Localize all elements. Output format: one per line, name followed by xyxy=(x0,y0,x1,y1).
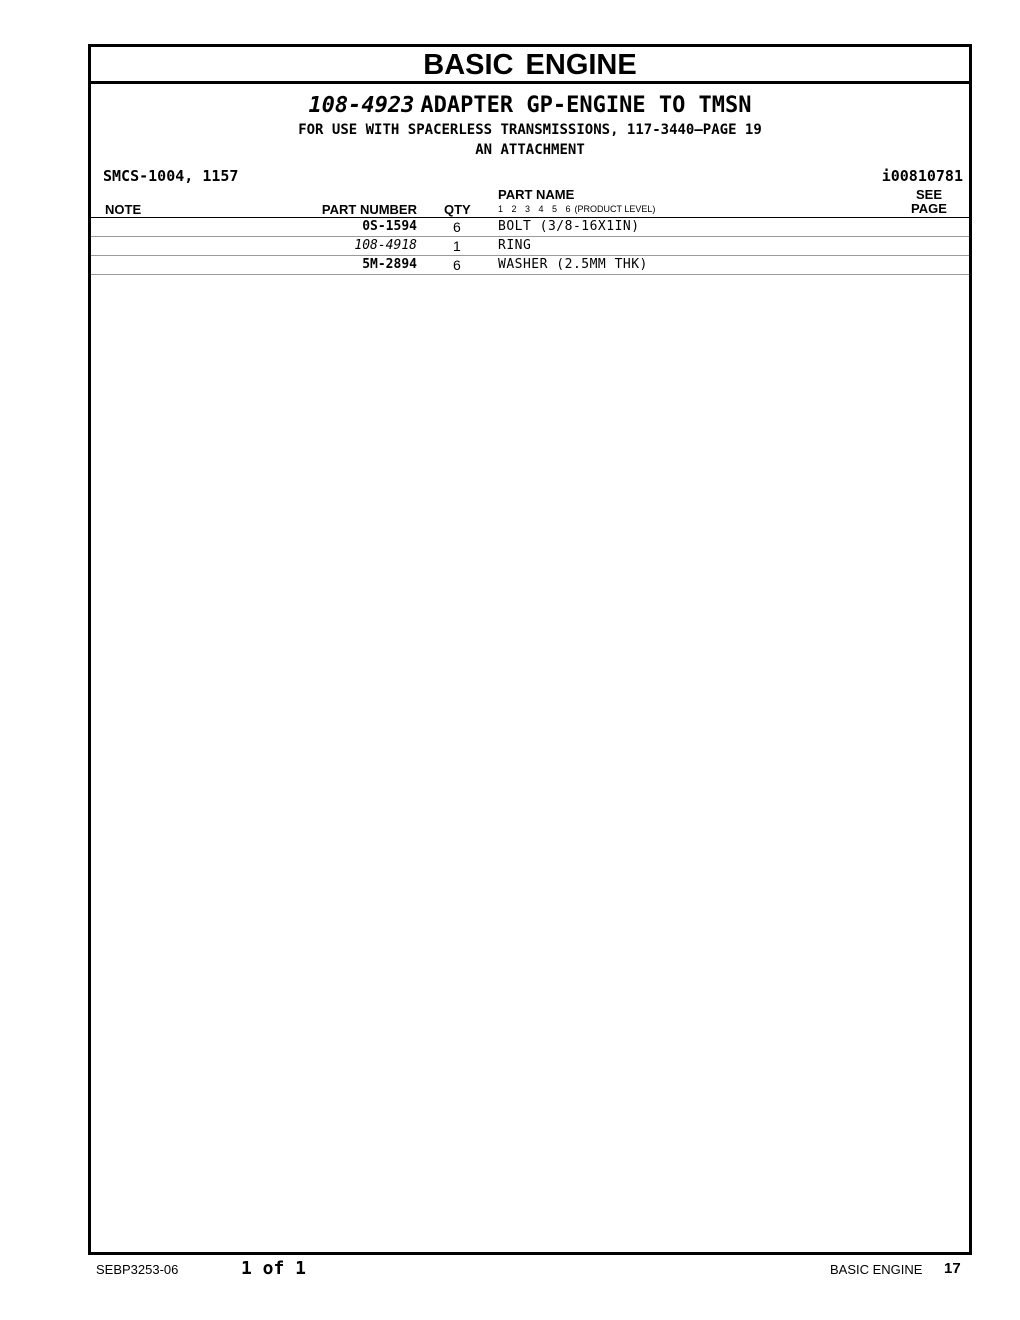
part-qty: 1 xyxy=(453,238,461,254)
smcs-code: SMCS-1004, 1157 xyxy=(103,167,239,185)
col-see-page xyxy=(909,188,949,216)
page-number: 17 xyxy=(944,1260,961,1277)
page-count: 1 of 1 xyxy=(241,1258,307,1279)
section-title: BASIC ENGINE xyxy=(91,47,969,84)
col-see: SEE xyxy=(915,187,942,202)
part-name: RING xyxy=(498,238,532,253)
table-row xyxy=(91,237,969,256)
part-number-link[interactable]: 5M-2894 xyxy=(362,257,417,272)
product-level-numbers: 1 2 3 4 5 6 xyxy=(498,204,571,214)
illustration-id: i00810781 xyxy=(881,167,963,185)
col-part-name: PART NAME xyxy=(498,187,575,202)
attachment-note: AN ATTACHMENT xyxy=(475,142,585,158)
group-title xyxy=(91,92,969,120)
group-number: 108-4923 xyxy=(308,93,415,118)
table-row xyxy=(91,256,969,275)
column-header xyxy=(91,187,969,218)
product-level-label: (PRODUCT LEVEL) xyxy=(574,204,656,214)
col-note: NOTE xyxy=(105,202,142,217)
group-name: ADAPTER GP-ENGINE TO TMSN xyxy=(420,93,752,118)
col-part-number: PART NUMBER xyxy=(321,202,417,217)
part-number-link[interactable]: 0S-1594 xyxy=(362,219,417,234)
col-qty: QTY xyxy=(444,202,471,217)
page-footer xyxy=(0,1258,1020,1288)
usage-note: FOR USE WITH SPACERLESS TRANSMISSIONS, 117-3440—PAGE 19 xyxy=(298,122,762,138)
part-number-link[interactable]: 108-4918 xyxy=(354,238,417,253)
footer-section: BASIC ENGINE xyxy=(830,1262,923,1277)
part-name: BOLT (3/8-16X1IN) xyxy=(498,219,640,234)
col-product-levels xyxy=(498,204,655,214)
parts-list-frame xyxy=(88,44,972,1255)
reference-line xyxy=(91,165,969,187)
table-row xyxy=(91,218,969,237)
part-qty: 6 xyxy=(453,257,461,273)
document-number: SEBP3253-06 xyxy=(96,1262,179,1277)
part-qty: 6 xyxy=(453,219,461,235)
part-name: WASHER (2.5MM THK) xyxy=(498,257,648,272)
col-page: PAGE xyxy=(911,201,947,216)
